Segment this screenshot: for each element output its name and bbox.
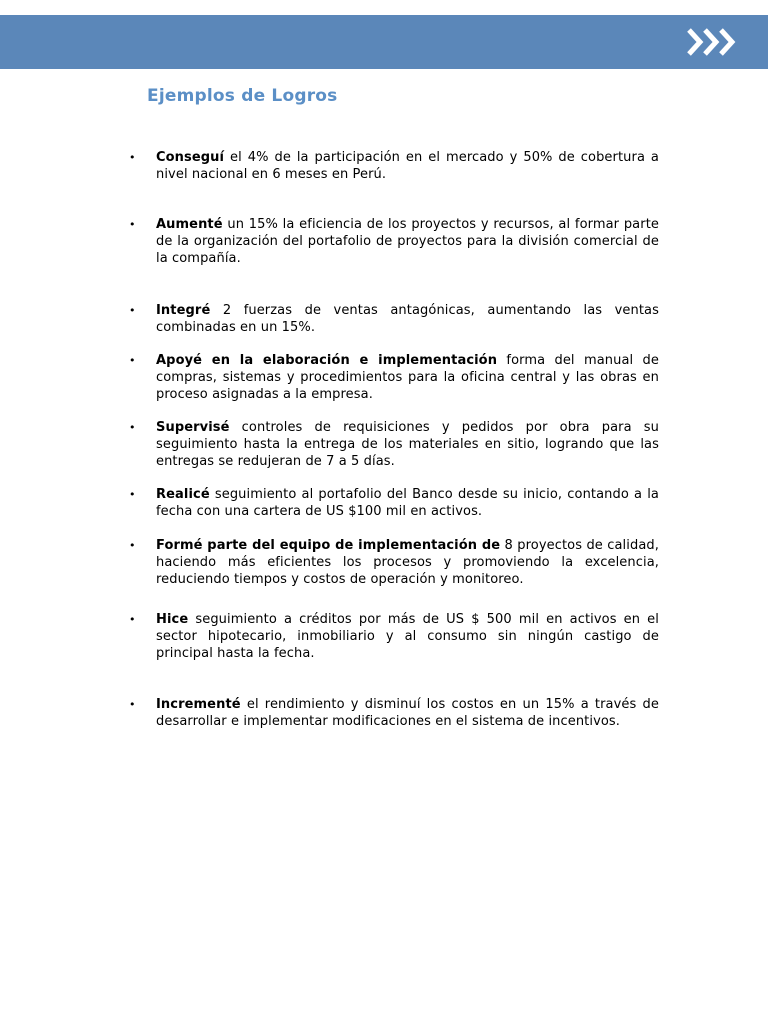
list-item xyxy=(129,150,659,184)
bullet: • xyxy=(129,304,136,317)
item-lead: Realicé xyxy=(156,487,210,502)
list-item xyxy=(129,697,659,731)
list-item xyxy=(129,538,659,588)
triple-chevron-right-icon xyxy=(686,26,742,58)
header-band xyxy=(0,15,768,69)
item-text: el rendimiento y disminuí los costos en un 15% a través de desarrollar e implementar modificaciones en el sistema de incentivos. xyxy=(156,697,659,729)
item-lead: Incrementé xyxy=(156,697,241,712)
list-item xyxy=(129,612,659,662)
list-item xyxy=(129,217,659,267)
item-lead: Integré xyxy=(156,303,211,318)
bullet: • xyxy=(129,698,136,711)
item-text: controles de requisiciones y pedidos por obra para su seguimiento hasta la entrega de los materiales en sitio, logrando que las entregas se redujeran de 7 a 5 días. xyxy=(156,420,659,469)
bullet: • xyxy=(129,613,136,626)
item-lead: Formé parte del equipo de implementación de xyxy=(156,538,501,553)
item-text: 2 fuerzas de ventas antagónicas, aumentando las ventas combinadas en un 15%. xyxy=(156,303,659,335)
item-text: seguimiento a créditos por más de US $ 500 mil en activos en el sector hipotecario, inmobiliario y al consumo sin ningún castigo de principal hasta la fecha. xyxy=(156,612,659,661)
list-item xyxy=(129,353,659,403)
list-item xyxy=(129,420,659,470)
item-text: forma del manual de compras, sistemas y procedimientos para la oficina central y las obras en proceso asignadas a la empresa. xyxy=(156,353,659,402)
item-text: un 15% la eficiencia de los proyectos y recursos, al formar parte de la organización del portafolio de proyectos para la división comercial de la compañía. xyxy=(156,217,659,266)
bullet: • xyxy=(129,488,136,501)
item-lead: Supervisé xyxy=(156,420,230,435)
item-text: seguimiento al portafolio del Banco desde su inicio, contando a la fecha con una cartera de US $100 mil en activos. xyxy=(156,487,659,519)
bullet: • xyxy=(129,421,136,434)
bullet: • xyxy=(129,354,136,367)
item-lead: Conseguí xyxy=(156,150,225,165)
item-lead: Apoyé en la elaboración e implementación xyxy=(156,353,498,368)
page-title: Ejemplos de Logros xyxy=(147,86,338,106)
item-lead: Aumenté xyxy=(156,217,223,232)
item-text: 8 proyectos de calidad, haciendo más eficientes los procesos y promoviendo la excelencia, reduciendo tiempos y costos de operación y monitoreo. xyxy=(156,538,659,587)
bullet: • xyxy=(129,539,136,552)
item-lead: Hice xyxy=(156,612,189,627)
list-item xyxy=(129,303,659,337)
bullet: • xyxy=(129,218,136,231)
list-item xyxy=(129,487,659,521)
item-text: el 4% de la participación en el mercado y 50% de cobertura a nivel nacional en 6 meses en Perú. xyxy=(156,150,659,182)
bullet: • xyxy=(129,151,136,164)
